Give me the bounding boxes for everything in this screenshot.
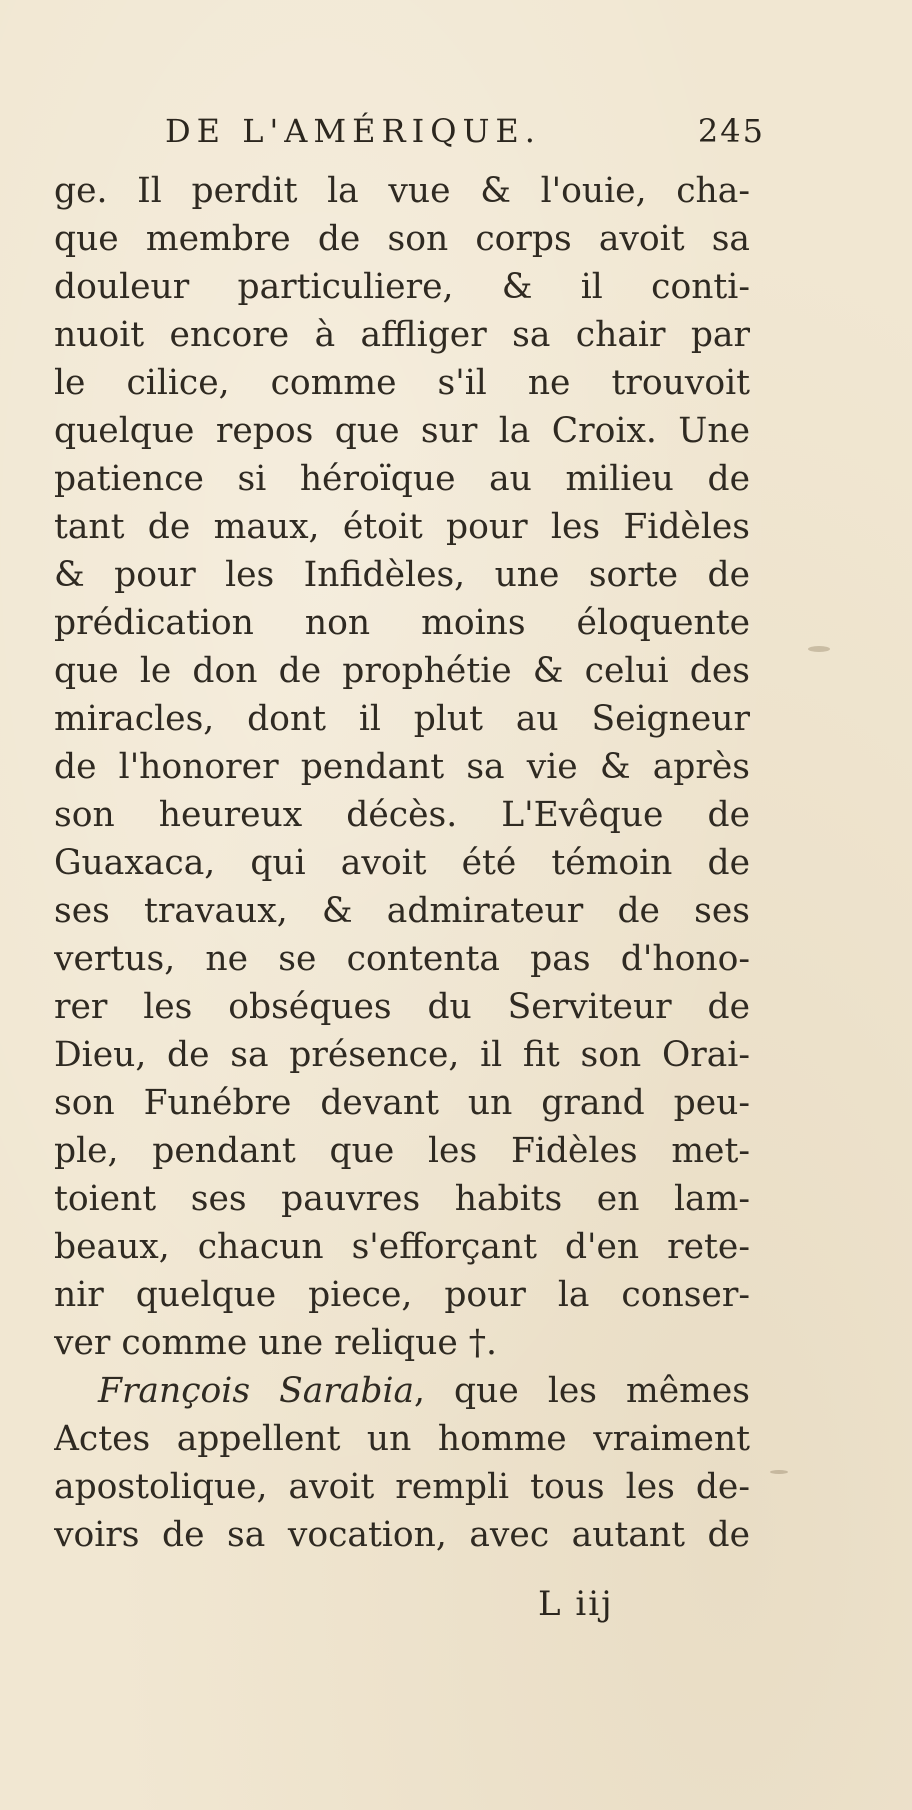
text-line: Actes appellent un homme vraiment — [54, 1419, 750, 1459]
text-line: tant de maux, étoit pour les Fidèles — [54, 507, 750, 547]
text-line: ver comme une relique †. — [54, 1323, 497, 1363]
text-line: rer les obséques du Serviteur de — [54, 987, 750, 1027]
text-line: nuoit encore à affliger sa chair par — [54, 315, 750, 355]
text-line: Guaxaca, qui avoit été témoin de — [54, 843, 750, 883]
text-line: voirs de sa vocation, avec autant de — [54, 1515, 750, 1555]
paper-blemish — [808, 646, 830, 652]
text-line: nir quelque piece, pour la conser- — [54, 1275, 750, 1315]
text-line: son heureux décès. L'Evêque de — [54, 795, 750, 835]
paper-blemish — [770, 1470, 788, 1474]
text-line: toient ses pauvres habits en lam- — [54, 1179, 750, 1219]
text-line: & pour les Infidèles, une sorte de — [54, 555, 750, 595]
text-line: son Funébre devant un grand peu- — [54, 1083, 750, 1123]
person-name: François Sarabia — [98, 1371, 415, 1411]
text-line: ge. Il perdit la vue & l'ouie, cha- — [54, 171, 750, 211]
text-line: beaux, chacun s'efforçant d'en rete- — [54, 1227, 750, 1267]
text-line: quelque repos que sur la Croix. Une — [54, 411, 750, 451]
page-header — [165, 112, 765, 162]
paragraph-opening-line — [54, 1367, 750, 1415]
text-line: douleur particuliere, & il conti- — [54, 267, 750, 307]
signature-mark: L iij — [538, 1584, 614, 1624]
page-number: 245 — [697, 112, 765, 150]
text-line: prédication non moins éloquente — [54, 603, 750, 643]
text-line: ses travaux, & admirateur de ses — [54, 891, 750, 931]
paragraph-opening-rest: , que les mêmes — [414, 1371, 750, 1411]
text-line: apostolique, avoit rempli tous les de- — [54, 1467, 750, 1507]
text-line: de l'honorer pendant sa vie & après — [54, 747, 750, 787]
text-line: patience si héroïque au milieu de — [54, 459, 750, 499]
body-text — [54, 167, 750, 1559]
text-line: miracles, dont il plut au Seigneur — [54, 699, 750, 739]
running-title: DE L'AMÉRIQUE. — [165, 112, 541, 150]
text-line: vertus, ne se contenta pas d'hono- — [54, 939, 750, 979]
text-line: Dieu, de sa présence, il fit son Orai- — [54, 1035, 750, 1075]
text-line: que le don de prophétie & celui des — [54, 651, 750, 691]
text-line: le cilice, comme s'il ne trouvoit — [54, 363, 750, 403]
text-line: ple, pendant que les Fidèles met- — [54, 1131, 750, 1171]
text-line: que membre de son corps avoit sa — [54, 219, 750, 259]
